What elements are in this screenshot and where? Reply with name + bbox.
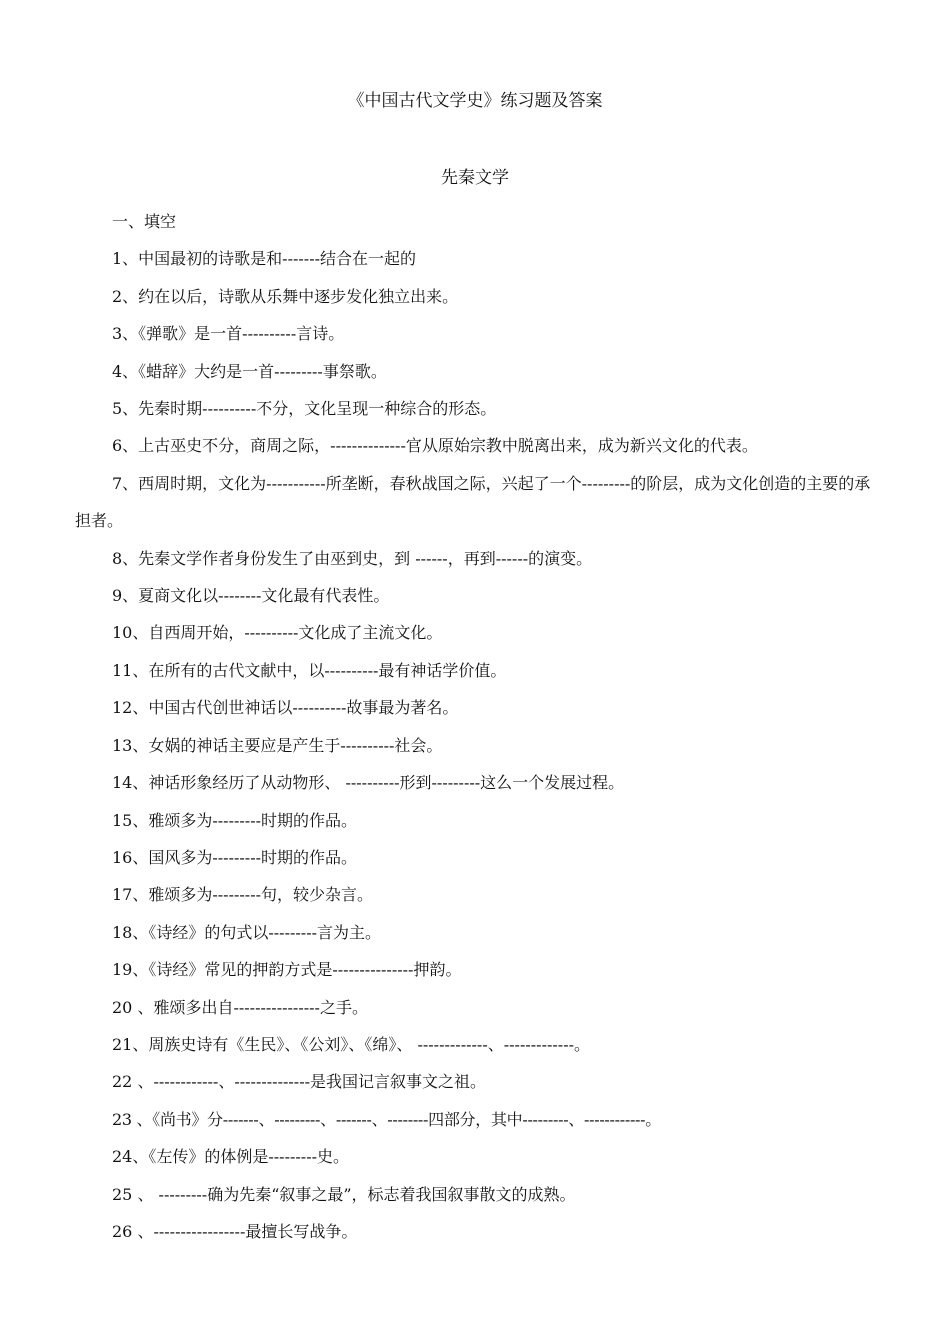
question-24: 24、《左传》的体例是---------史。 (112, 1147, 350, 1167)
question-4: 4、《蜡辞》大约是一首---------事祭歌。 (112, 361, 387, 381)
question-18: 18、《诗经》的句式以---------言为主。 (112, 922, 382, 942)
question-2: 2、约在以后，诗歌从乐舞中逐步发化独立出来。 (112, 286, 459, 306)
question-11: 11、在所有的古代文献中，以----------最有神话学价值。 (112, 660, 507, 680)
question-16: 16、国风多为---------时期的作品。 (112, 847, 358, 867)
question-17: 17、雅颂多为---------句，较少杂言。 (112, 885, 374, 905)
question-1: 1、中国最初的诗歌是和-------结合在一起的 (112, 249, 417, 269)
question-13: 13、女娲的神话主要应是产生于----------社会。 (112, 735, 443, 755)
question-9: 9、夏商文化以--------文化最有代表性。 (112, 586, 390, 606)
question-26: 26 、-----------------最擅长写战争。 (112, 1221, 358, 1241)
section-title: 先秦文学 (441, 168, 509, 188)
question-3: 3、《弹歌》是一首----------言诗。 (112, 324, 345, 344)
section-heading: 一、填空 (112, 212, 177, 231)
document-title: 《中国古代文学史》练习题及答案 (347, 91, 603, 111)
question-8: 8、先秦文学作者身份发生了由巫到史，到 ------，再到------的演变。 (112, 548, 593, 568)
question-7: 7、西周时期，文化为-----------所垄断，春秋战国之际，兴起了一个---------的阶层，成为文化创造的主要的承担者。 (75, 473, 871, 531)
question-21: 21、周族史诗有《生民》、《公刘》、《绵》、 -------------、-------------。 (112, 1034, 591, 1054)
question-20: 20 、雅颂多出自----------------之手。 (112, 997, 368, 1017)
question-25: 25 、 ---------确为先秦“叙事之最”，标志着我国叙事散文的成熟。 (112, 1184, 576, 1204)
question-22: 22 、------------、--------------是我国记言叙事文之祖。 (112, 1072, 487, 1092)
question-5: 5、先秦时期----------不分，文化呈现一种综合的形态。 (112, 399, 497, 419)
question-23: 23 、《尚书》分-------、---------、-------、--------四部分，其中---------、------------。 (112, 1109, 661, 1129)
question-15: 15、雅颂多为---------时期的作品。 (112, 810, 358, 830)
question-6: 6、上古巫史不分，商周之际，--------------官从原始宗教中脱离出来，成为新兴文化的代表。 (112, 436, 758, 456)
question-19: 19、《诗经》常见的押韵方式是---------------押韵。 (112, 960, 462, 980)
question-12: 12、中国古代创世神话以----------故事最为著名。 (112, 698, 459, 718)
question-10: 10、自西周开始，----------文化成了主流文化。 (112, 623, 443, 643)
document-body (75, 203, 883, 1250)
question-14: 14、神话形象经历了从动物形、 ----------形到---------这么一个发展过程。 (112, 773, 625, 793)
